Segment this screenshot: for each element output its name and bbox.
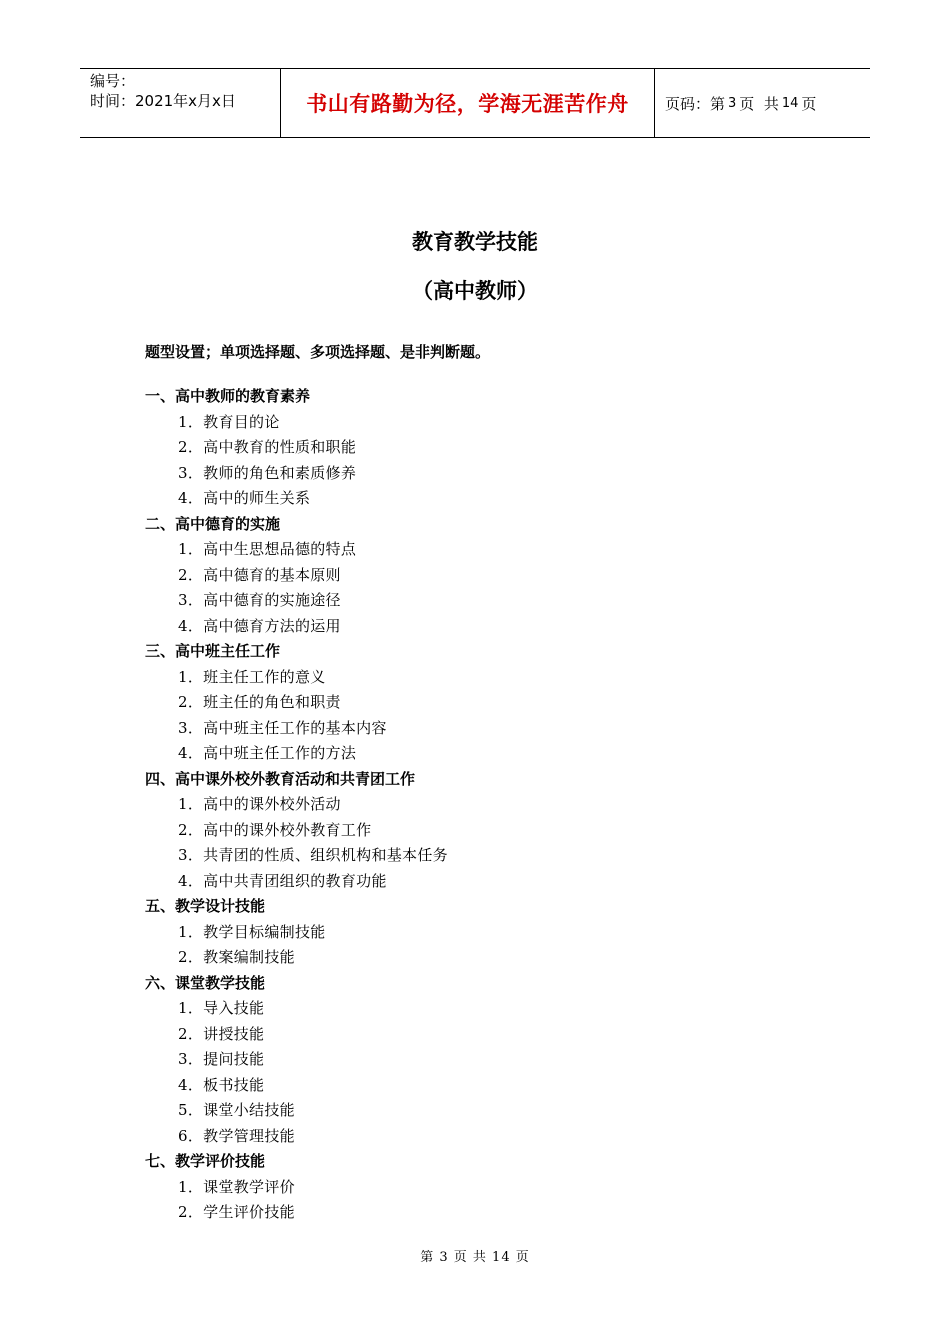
page-total: 14 [781,95,799,111]
section-title: 七、教学评价技能 [145,1152,266,1170]
outline-item: 1．导入技能 [178,999,265,1017]
outline-item: 1．高中生思想品德的特点 [178,540,357,558]
outline-item: 4．高中班主任工作的方法 [178,744,357,762]
outline-item: 3．高中班主任工作的基本内容 [178,718,387,737]
section-title: 四、高中课外校外教育活动和共青团工作 [145,769,416,788]
document-title: 教育教学技能 [412,230,538,254]
outline-item: 1．教育目的论 [178,412,280,431]
outline-item: 4．高中德育方法的运用 [178,616,341,635]
page-footer: 第 3 页 共 14 页 [420,1250,530,1265]
outline-item: 2．学生评价技能 [178,1203,295,1221]
section-title: 一、高中教师的教育素养 [145,387,311,405]
page-suffix: 页 [801,94,817,113]
outline-item: 6．教学管理技能 [178,1126,295,1145]
header-page-number [655,69,870,137]
page-current: 3 [728,95,737,111]
section-title: 三、高中班主任工作 [145,642,281,660]
document-subtitle: （高中教师） [412,279,538,303]
outline-item: 2．班主任的角色和职责 [178,693,341,711]
motto: 书山有路勤为径，学海无涯苦作舟 [281,69,655,137]
outline-item: 1．班主任工作的意义 [178,667,326,686]
section-title: 六、课堂教学技能 [145,973,266,992]
section-title: 五、教学设计技能 [145,897,266,915]
outline-item: 2．高中德育的基本原则 [178,565,341,584]
page-prefix: 页码：第 [665,94,726,113]
time-label: 时间：2021年x月x日 [90,92,236,110]
outline-item: 3．提问技能 [178,1050,265,1068]
question-types: 题型设置；单项选择题、多项选择题、是非判断题。 [145,343,491,361]
syllabus-outline [145,384,845,1226]
outline-item: 5．课堂小结技能 [178,1101,295,1119]
outline-item: 4．高中的师生关系 [178,489,311,507]
outline-item: 2．教案编制技能 [178,948,295,966]
outline-item: 2．讲授技能 [178,1024,265,1043]
outline-item: 4．高中共青团组织的教育功能 [178,871,387,890]
outline-item: 4．板书技能 [178,1075,265,1094]
header-meta [80,69,281,137]
outline-item: 2．高中的课外校外教育工作 [178,820,372,839]
outline-item: 3．高中德育的实施途径 [178,591,341,609]
outline-item: 1．教学目标编制技能 [178,922,326,941]
outline-item: 1．课堂教学评价 [178,1177,295,1196]
outline-item: 3．教师的角色和素质修养 [178,463,357,482]
number-label: 编号： [90,72,136,90]
outline-item: 3．共青团的性质、组织机构和基本任务 [178,846,448,864]
outline-item: 2．高中教育的性质和职能 [178,438,357,456]
page-mid: 页 共 [739,94,779,113]
section-title: 二、高中德育的实施 [145,514,281,533]
page-header [80,68,870,138]
outline-item: 1．高中的课外校外活动 [178,795,341,813]
